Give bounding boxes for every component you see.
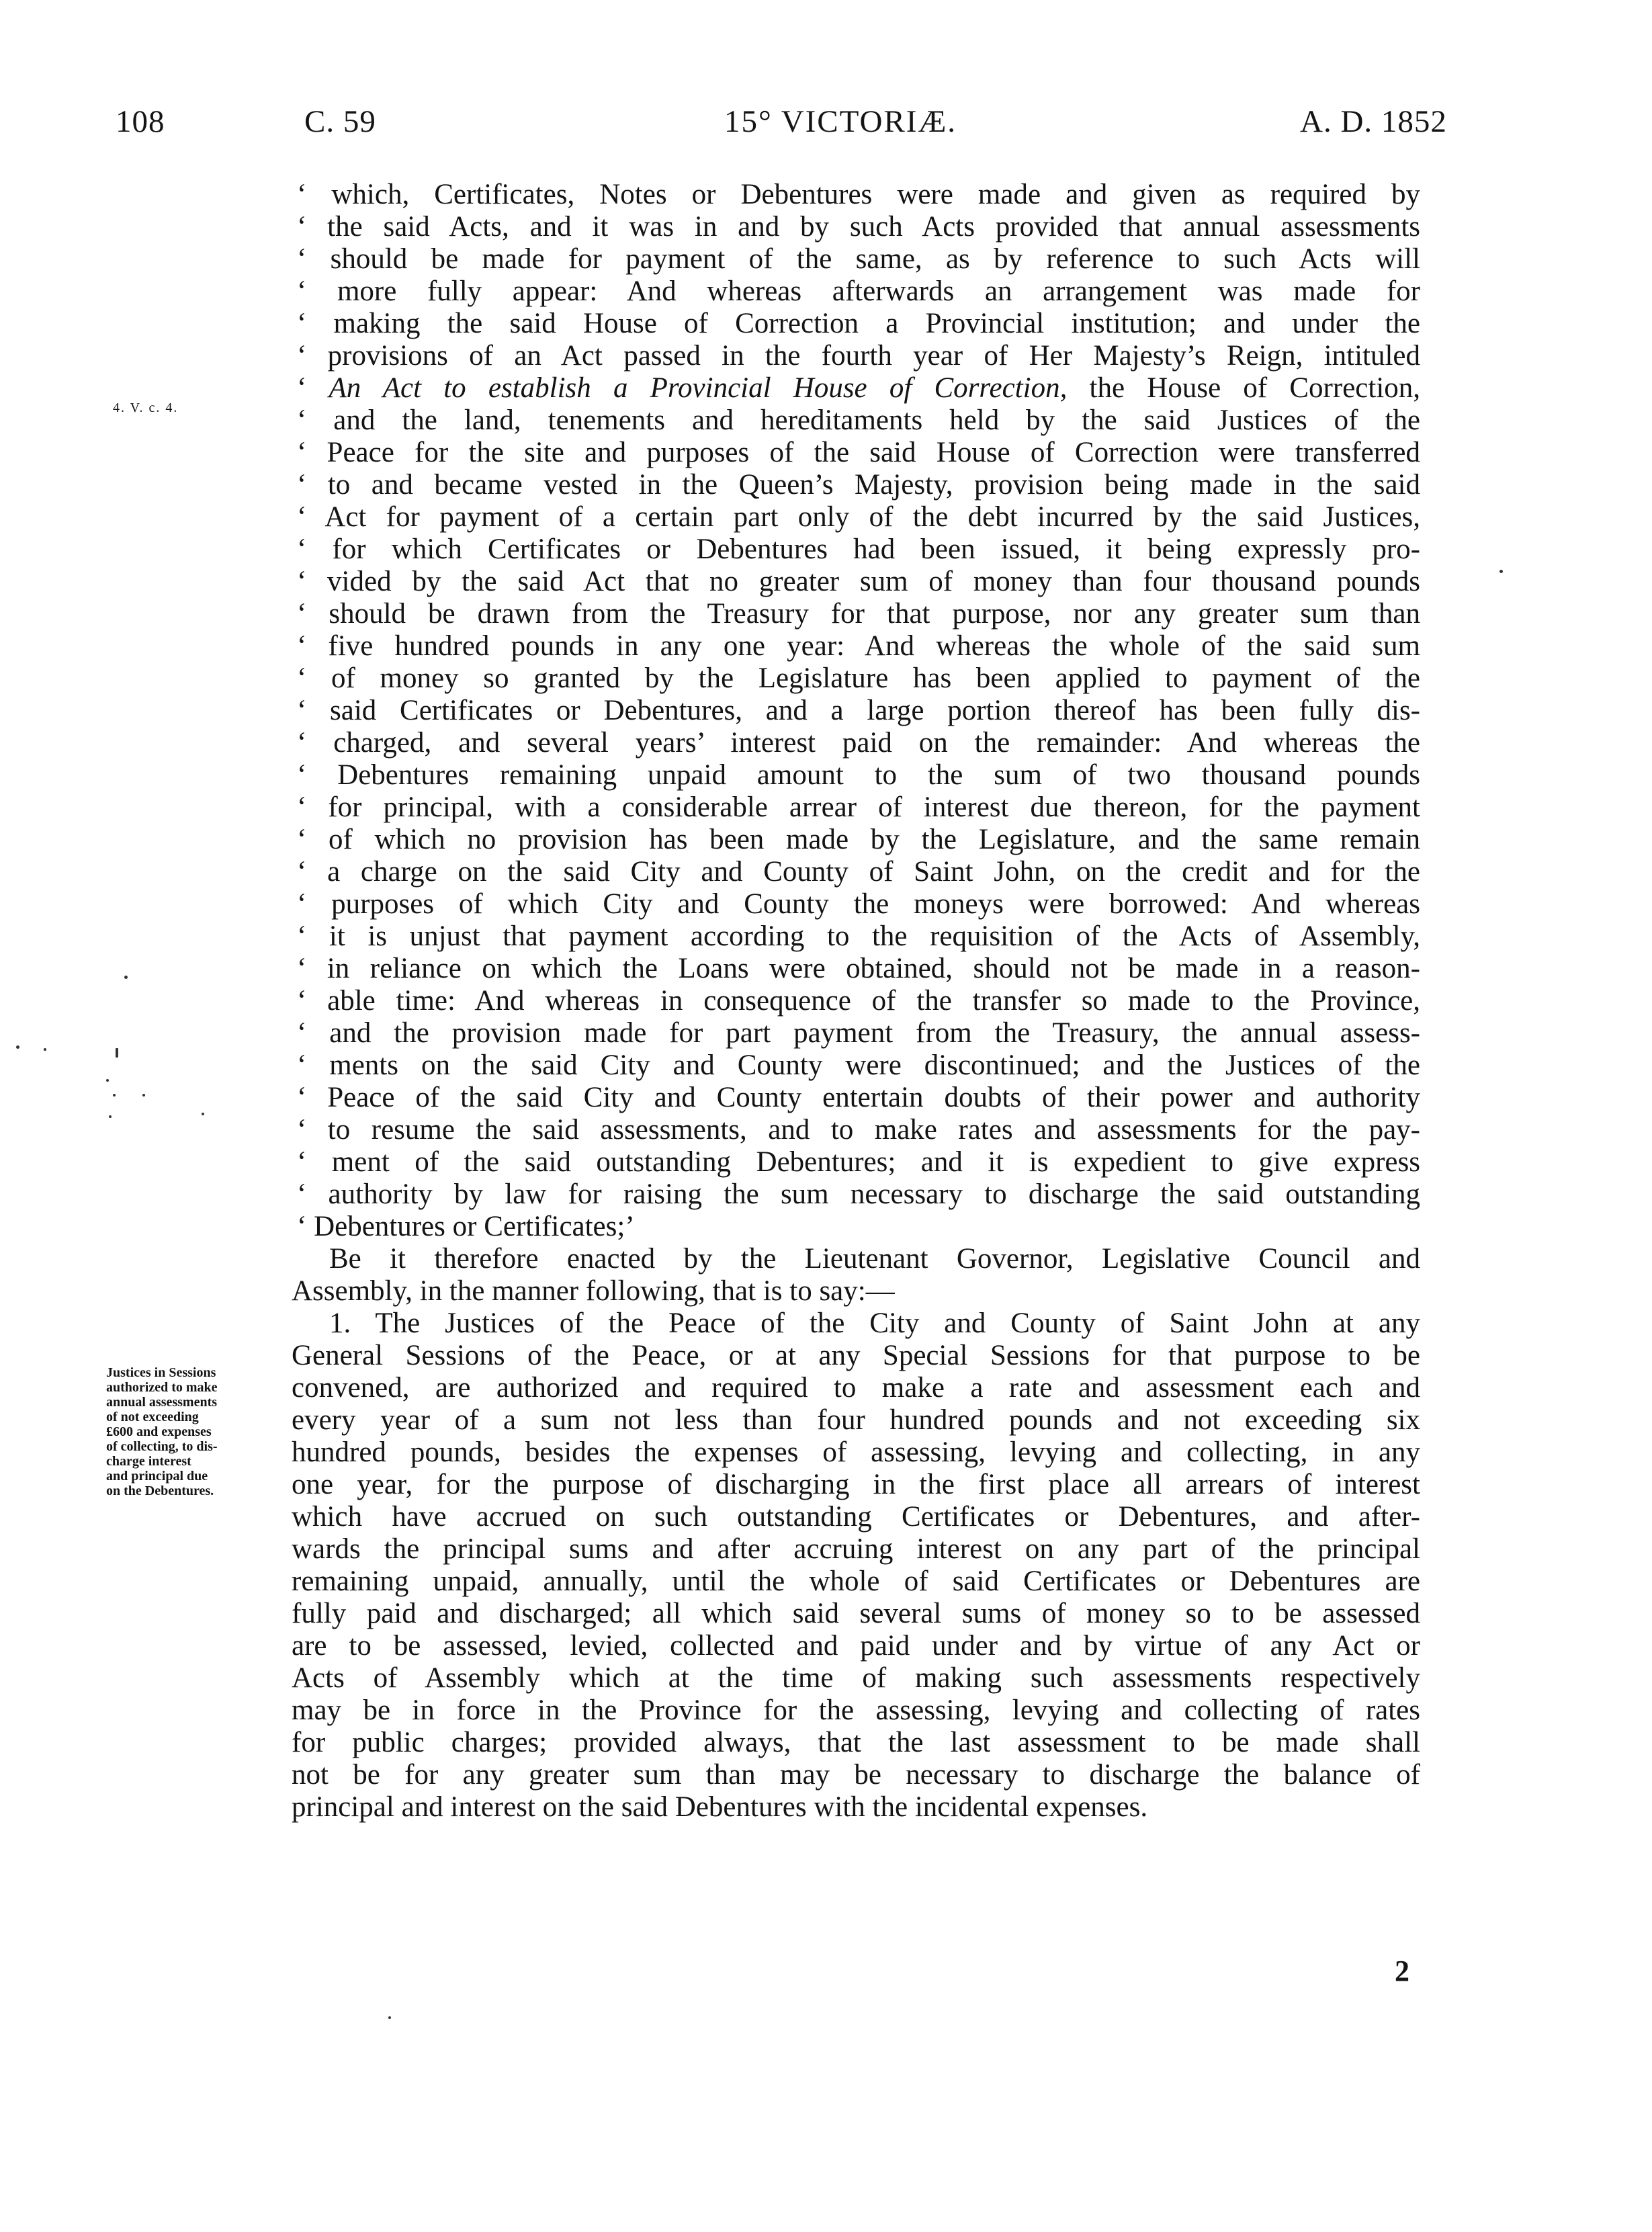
- regnal-title: 15° VICTORIÆ.: [724, 104, 957, 139]
- signature-mark: 2: [1395, 1955, 1409, 1987]
- act-title: An Act to establish a Provincial House of Correction,: [329, 372, 1068, 404]
- recital-line: ‘ for principal, with a considerable arrear of interest due thereon, for the payment: [297, 791, 1420, 823]
- page-number: 108: [116, 104, 165, 139]
- recital-line: ‘ to and became vested in the Queen’s Majesty, provision being made in the said: [297, 469, 1420, 501]
- recital-line: ‘ purposes of which City and County the moneys were borrowed: And whereas: [297, 888, 1420, 920]
- scan-speck: [142, 1094, 145, 1097]
- recital-line: ‘ charged, and several years’ interest paid on the remainder: And whereas the: [297, 727, 1420, 759]
- recital-line: ‘ ments on the said City and County were discontinued; and the Justices of the: [297, 1049, 1420, 1081]
- recital-line: ‘ Debentures or Certificates;’: [297, 1211, 635, 1242]
- intituled-act-line: [292, 372, 1420, 404]
- scan-speck: [109, 1115, 112, 1118]
- section-1: [292, 1307, 1420, 1823]
- recital-line: ‘ and the provision made for part payment from the Treasury, the annual assess-: [297, 1017, 1420, 1049]
- scan-speck: [44, 1048, 46, 1051]
- recital-line: ‘ of money so granted by the Legislature has been applied to payment of the: [297, 662, 1420, 694]
- enacting-clause: [292, 1243, 1420, 1307]
- section-line: 1. The Justices of the Peace of the City and County of Saint John at any: [329, 1307, 1420, 1339]
- recital-block-a: [292, 179, 1420, 372]
- section-line: for public charges; provided always, that the last assessment to be made shall: [292, 1727, 1420, 1758]
- section-line: fully paid and discharged; all which said several sums of money so to be assessed: [292, 1598, 1420, 1629]
- recital-line: ‘ more fully appear: And whereas afterwards an arrangement was made for: [297, 275, 1420, 307]
- side-note-line: of not exceeding: [106, 1410, 199, 1424]
- recital-line: ‘ should be made for payment of the same, as by reference to such Acts will: [297, 243, 1420, 275]
- section-line: which have accrued on such outstanding Certificates or Debentures, and after-: [292, 1501, 1420, 1533]
- recital-line: ‘ Act for payment of a certain part only of the debt incurred by the said Justices,: [297, 501, 1420, 533]
- side-note-line: of collecting, to dis-: [106, 1439, 218, 1454]
- intituled-rest: the House of Correction,: [1067, 372, 1420, 404]
- recital-line: ‘ ment of the said outstanding Debentures; and it is expedient to give express: [297, 1146, 1420, 1178]
- side-note-line: authorized to make: [106, 1380, 218, 1395]
- margin-side-note: [106, 1365, 288, 1498]
- section-line: Acts of Assembly which at the time of making such assessments respectively: [292, 1662, 1420, 1694]
- scan-speck: [116, 1048, 118, 1058]
- section-line: General Sessions of the Peace, or at any Special Sessions for that purpose to be: [292, 1340, 1420, 1371]
- section-line: principal and interest on the said Debentures with the incidental expenses.: [292, 1791, 1148, 1823]
- recital-line: ‘ authority by law for raising the sum necessary to discharge the said outstanding: [297, 1178, 1420, 1210]
- recital-line: ‘ it is unjust that payment according to the requisition of the Acts of Assembly,: [297, 920, 1420, 952]
- recital-line: ‘ of which no provision has been made by the Legislature, and the same remain: [297, 824, 1420, 855]
- recital-line: ‘ Debentures remaining unpaid amount to the sum of two thousand pounds: [297, 759, 1420, 791]
- section-line: one year, for the purpose of discharging in the first place all arrears of interest: [292, 1469, 1420, 1500]
- recital-line: ‘ for which Certificates or Debentures had been issued, it being expressly pro-: [297, 533, 1420, 565]
- scan-speck: [124, 976, 128, 979]
- section-line: are to be assessed, levied, collected and paid under and by virtue of any Act or: [292, 1630, 1420, 1662]
- section-line: hundred pounds, besides the expenses of assessing, levying and collecting, in any: [292, 1436, 1420, 1468]
- recital-line: ‘ should be drawn from the Treasury for that purpose, nor any greater sum than: [297, 598, 1420, 630]
- scan-speck: [1499, 570, 1503, 573]
- side-note-line: annual assessments: [106, 1395, 218, 1410]
- scan-speck: [388, 2016, 391, 2019]
- recital-line: ‘ making the said House of Correction a Provincial institution; and under the: [297, 308, 1420, 339]
- side-note-line: on the Debentures.: [106, 1484, 214, 1498]
- section-line: may be in force in the Province for the assessing, levying and collecting of rates: [292, 1694, 1420, 1726]
- section-line: wards the principal sums and after accruing interest on any part of the principal: [292, 1533, 1420, 1565]
- chapter-number: C. 59: [304, 104, 376, 139]
- side-note-line: charge interest: [106, 1454, 191, 1469]
- side-note-line: £600 and expenses: [106, 1424, 212, 1439]
- recital-line: ‘ the said Acts, and it was in and by such Acts provided that annual assessments: [297, 211, 1420, 243]
- recital-line: ‘ vided by the said Act that no greater sum of money than four thousand pounds: [297, 566, 1420, 597]
- year-of-enactment: A. D. 1852: [1300, 104, 1447, 139]
- section-line: every year of a sum not less than four hundred pounds and not exceeding six: [292, 1404, 1420, 1436]
- recital-line: ‘ a charge on the said City and County of Saint John, on the credit and for the: [297, 856, 1420, 888]
- scan-speck: [113, 1094, 116, 1097]
- recital-line: ‘ said Certificates or Debentures, and a large portion thereof has been fully dis-: [297, 695, 1420, 726]
- recital-line: ‘ provisions of an Act passed in the fourth year of Her Majesty’s Reign, intituled: [297, 340, 1420, 372]
- section-line: convened, are authorized and required to make a rate and assessment each and: [292, 1372, 1420, 1404]
- recital-line: ‘ and the land, tenements and hereditaments held by the said Justices of the: [297, 404, 1420, 436]
- section-line: not be for any greater sum than may be necessary to discharge the balance of: [292, 1759, 1420, 1791]
- recital-line: ‘ to resume the said assessments, and to make rates and assessments for the pay-: [297, 1114, 1420, 1146]
- side-note-line: Justices in Sessions: [106, 1365, 216, 1380]
- recital-line: ‘ able time: And whereas in consequence of the transfer so made to the Province,: [297, 985, 1420, 1017]
- section-line: remaining unpaid, annually, until the whole of said Certificates or Debentures are: [292, 1565, 1420, 1597]
- scan-speck: [202, 1113, 204, 1115]
- enacting-line: Be it therefore enacted by the Lieutenant Governor, Legislative Council and: [329, 1243, 1420, 1275]
- enacting-line: Assembly, in the manner following, that is to say:—: [292, 1275, 895, 1307]
- recital-line: ‘ Peace of the said City and County entertain doubts of their power and authority: [297, 1082, 1420, 1113]
- scan-speck: [106, 1079, 109, 1082]
- recital-line: ‘ Peace for the site and purposes of the said House of Correction were transferred: [297, 437, 1420, 468]
- margin-act-reference: 4. V. c. 4.: [113, 400, 179, 415]
- recital-line: ‘ in reliance on which the Loans were obtained, should not be made in a reason-: [297, 953, 1420, 984]
- recital-line: ‘ which, Certificates, Notes or Debentures were made and given as required by: [297, 179, 1420, 210]
- scan-speck: [16, 1045, 19, 1049]
- statute-body: [292, 179, 1420, 1823]
- recital-block-b: [292, 404, 1420, 1243]
- side-note-line: and principal due: [106, 1469, 208, 1484]
- recital-line: ‘ five hundred pounds in any one year: And whereas the whole of the said sum: [297, 630, 1420, 662]
- quote-mark: ‘: [297, 372, 329, 404]
